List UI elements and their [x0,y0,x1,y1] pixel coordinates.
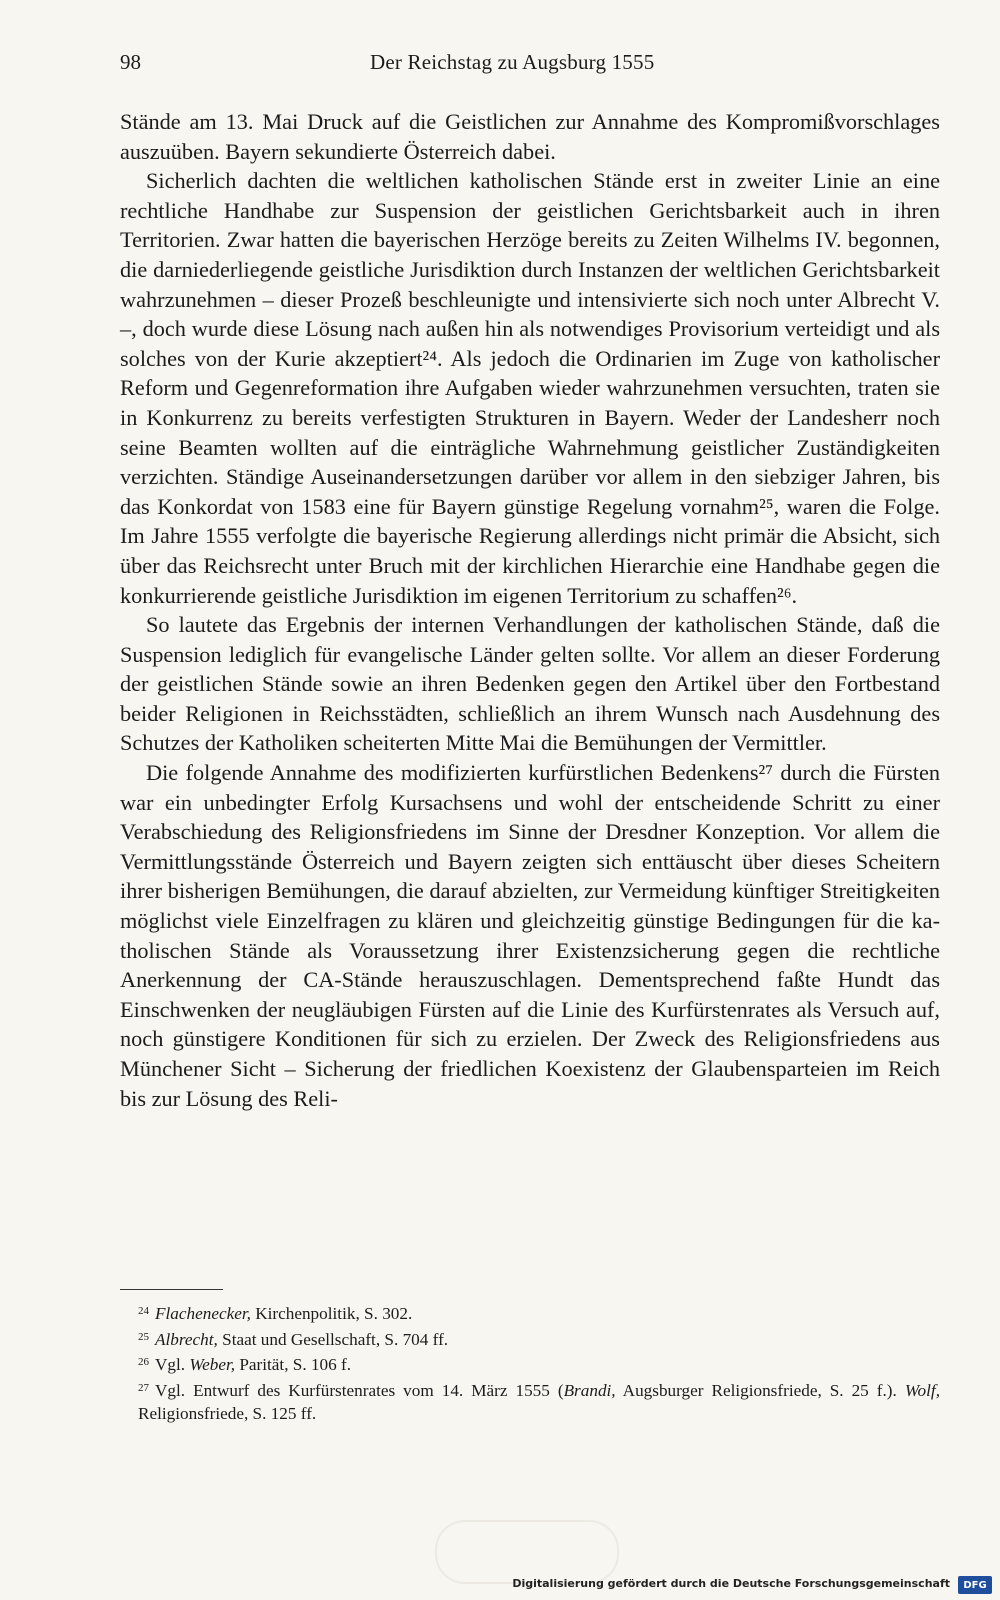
footnote-25: $^{25}$ Albrecht, Staat und Gesellschaft, S. 704 ff. [138,1329,449,1349]
running-head: Der Reichstag zu Augsburg 1555 [370,50,655,74]
paragraph: So lautete das Ergebnis der internen Verhandlungen der katholischen Stände, daß die Suspension lediglich für evangelische Länder gelten sollte. Vor allem an dieser Forderung der geistlichen Stände sowie an ihren Bedenken gegen den Artikel über den Fortbestand beider Religionen in Reichsstädten, schließlich an ihrem Wunsch nach Ausdehnung des Schutzes der Katholiken scheiterten Mitte Mai die Bemühungen der Vermittler. [120,612,940,756]
body-text [120,107,940,1113]
footnote-24: $^{24}$ Flachenecker, Kirchenpolitik, S. 302. [138,1304,413,1323]
paragraph: Die folgende Annahme des modifizierten kurfürstlichen Bedenkens²⁷ durch die Fürsten war ein unbedingter Erfolg Kursachsens und wohl der entscheidende Schritt zu einer Verabschiedung des Religionsfriedens im Sinne der Dresdner Konzeption. Vor allem die Vermittlungsstände Österreich und Bayern zeigten sich enttäuscht über dieses Scheitern ihrer bisherigen Bemühungen, die darauf abzielten, zur Vermeidung künftiger Streitigkeiten möglichst viele Einzelfragen zu klären und gleichzeitig günstige Bedingungen für die katholischen Stände als Voraussetzung ihrer Existenzsicherung gegen die rechtliche Anerkennung der CA-Stände herauszuschlagen. Dementsprechend faßte Hundt das Einschwenken der neugläubigen Fürsten auf die Linie des Kurfürstenrates als Versuch auf, noch günstigere Konditionen für sich zu erzielen. Der Zweck des Religionsfriedens aus Münchener Sicht – Sicherung der friedlichen Koexistenz der Glaubensparteien im Reich bis zur Lösung des Reli- [120,760,940,1111]
digitization-note: Digitalisierung gefördert durch die Deutsche Forschungsgemeinschaft [512,1577,950,1590]
footnote-26: $^{26}$ Vgl. Weber, Parität, S. 106 f. [138,1355,352,1374]
footnotes [120,1300,940,1426]
library-stamp [435,1520,619,1584]
footnote-27: $^{27}$ Vgl. Entwurf des Kurfürstenrates vom 14. März 1555 (Brandi, Augsburger Religionsfriede, S. 25 f.). Wolf, Religionsfriede, S. 125 ff. [138,1380,940,1423]
footnote-rule [120,1289,223,1290]
dfg-logo-icon: DFG [958,1576,992,1594]
paragraph: Stände am 13. Mai Druck auf die Geistlichen zur Annahme des Kompromißvorschlages auszuüben. Bayern sekundierte Österreich dabei. [120,109,940,164]
page-number: 98 [120,50,141,74]
paragraph: Sicherlich dachten die weltlichen katholischen Stände erst in zweiter Linie an eine rechtliche Handhabe zur Suspension der geistlichen Gerichtsbarkeit auch in ihren Territorien. Zwar hatten die bayerischen Herzöge bereits zu Zeiten Wilhelms IV. begonnen, die darniederliegende geistliche Jurisdiktion durch Instanzen der weltlichen Gerichtsbarkeit wahrzunehmen – dieser Prozeß beschleunigte und intensivierte sich noch unter Albrecht V. –, doch wurde diese Lösung nach außen hin als notwendiges Provisorium verteidigt und als solches von der Kurie akzeptiert²⁴. Als jedoch die Ordinarien im Zuge von katholischer Reform und Gegenreformation ihre Aufgaben wieder wahrzunehmen versuchten, traten sie in Konkurrenz zu bereits verfestigten Strukturen in Bayern. Weder der Landesherr noch seine Beamten wollten auf die einträgliche Wahrnehmung geistlicher Zuständigkeiten verzichten. Ständige Auseinandersetzungen darüber vor allem in den siebziger Jahren, bis das Konkordat von 1583 eine für Bayern günstige Regelung vornahm²⁵, waren die Folge. Im Jahre 1555 verfolgte die bayerische Regierung allerdings nicht primär die Absicht, sich über das Reichsrecht unter Bruch mit der kirchlichen Hierarchie eine Handhabe gegen die konkurrierende geistliche Jurisdiktion im eigenen Territorium zu schaffen²⁶. [120,168,940,608]
